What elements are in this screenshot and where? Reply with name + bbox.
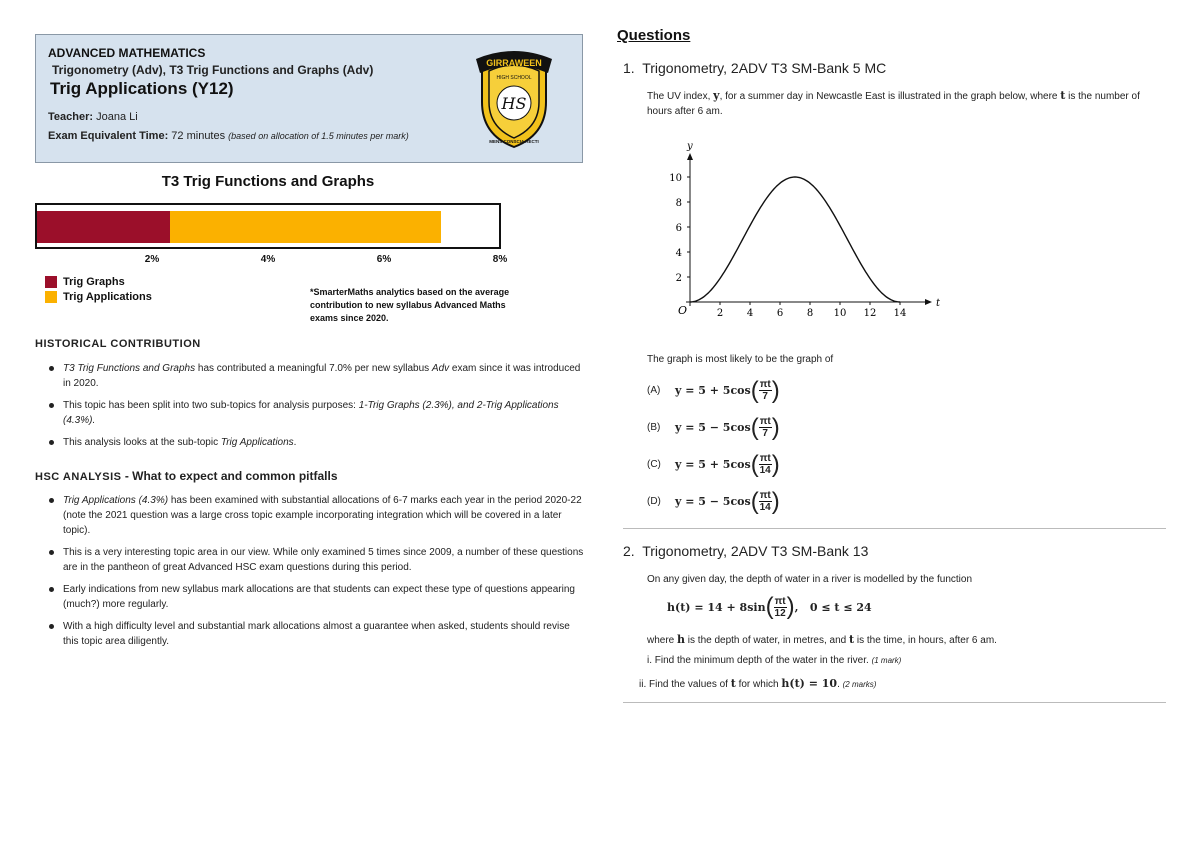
list-item: Early indications from new syllabus mark allocations are that students can expect these type of questions appearing (much?) more regularly. (35, 582, 587, 612)
y-tick-label: 2 (675, 273, 682, 284)
y-axis-label: y (687, 141, 693, 152)
legend-swatch-trig-applications (45, 291, 57, 303)
x-tick-label: 14 (893, 308, 907, 319)
questions-heading: Questions (617, 27, 691, 44)
y-tick-label: 4 (675, 248, 682, 259)
hsc-heading: HSC ANALYSIS - What to expect and common pitfalls (35, 469, 338, 483)
crest-monogram: HS (501, 94, 527, 113)
question-1-title: 1. Trigonometry, 2ADV T3 SM-Bank 5 MC (623, 60, 887, 76)
bar-tick-label: 4% (260, 254, 276, 265)
question-2-title: 2. Trigonometry, 2ADV T3 SM-Bank 13 (623, 543, 869, 559)
header-box (35, 34, 583, 163)
legend-label-trig-applications: Trig Applications (63, 291, 152, 303)
option-b[interactable]: (B) y = 5 − 5cos ( $\frac{\pi t}{7}$ ) (647, 413, 780, 441)
legend-label-trig-graphs: Trig Graphs (63, 276, 125, 288)
page-title: Trig Applications (Y12) (50, 79, 234, 98)
bar-tick-label: 2% (144, 254, 160, 265)
question-2-where: where h is the depth of water, in metres, and t is the time, in hours, after 6 am. (647, 633, 997, 646)
option-a[interactable]: (A) y = 5 + 5cos ( $\frac{\pi t}{7}$ ) (647, 376, 780, 404)
question-1-options (647, 372, 780, 520)
list-item: With a high difficulty level and substantial mark allocations almost a guarantee when asked, students should revise this topic area diligently. (35, 619, 587, 649)
question-2-part-ii: ii. Find the values of t for which h(t) = 10. (2 marks) (639, 677, 877, 690)
bar-segment-trig-applications (170, 211, 441, 243)
historical-list (35, 361, 587, 457)
exam-time-value: 72 minutes (171, 130, 226, 142)
divider (623, 528, 1166, 529)
list-item: T3 Trig Functions and Graphs has contributed a meaningful 7.0% per new syllabus Adv exam since it was introduced in 2020. (35, 361, 587, 391)
topic-label: Trigonometry (Adv), T3 Trig Functions and Graphs (Adv) (52, 63, 374, 77)
y-tick-label: 6 (675, 223, 682, 234)
question-2-function: h(t) = 14 + 8sin ( $\frac{\pi t}{12}$ ) , 0 ≤ t ≤ 24 (667, 593, 872, 620)
x-tick-label: 10 (833, 308, 847, 319)
question-1-stem: The UV index, y, for a summer day in Newcastle East is illustrated in the graph below, where t is the number of hours after 6 am. (647, 89, 1140, 117)
historical-heading: HISTORICAL CONTRIBUTION (35, 338, 201, 350)
exam-time-note: (based on allocation of 1.5 minutes per mark) (228, 131, 409, 141)
teacher-line (48, 111, 138, 123)
crest-name: GIRRAWEEN (486, 58, 542, 68)
list-item: Trig Applications (4.3%) has been examined with substantial allocations of 6-7 marks each year in the period 2020-22 (note the 2021 question was a large cross topic example incorporating integration which will be covered in a later topic). (35, 493, 587, 538)
y-axis-arrow (687, 153, 693, 160)
analytics-title: T3 Trig Functions and Graphs (161, 173, 375, 190)
bar-segment-trig-graphs (37, 211, 170, 243)
legend-swatch-trig-graphs (45, 276, 57, 288)
teacher-label: Teacher: (48, 111, 94, 123)
bar-tick-label: 8% (492, 254, 508, 265)
exam-time-line (48, 130, 409, 142)
list-item: This topic has been split into two sub-topics for analysis purposes: 1-Trig Graphs (2.3%), and 2-Trig Applications (4.3%). (35, 398, 587, 428)
list-item: This is a very interesting topic area in our view. While only examined 5 times since 2009, a number of these questions are in the pantheon of great Advanced HSC exam questions during this period. (35, 545, 587, 575)
crest-subtext: HIGH SCHOOL (496, 75, 532, 81)
option-c[interactable]: (C) y = 5 + 5cos ( $\frac{\pi t}{14}$ ) (647, 450, 780, 478)
x-tick-label: 8 (806, 308, 814, 319)
exam-time-label: Exam Equivalent Time: (48, 130, 169, 142)
question-2-part-i: i. Find the minimum depth of the water in the river. (1 mark) (647, 655, 902, 666)
divider (623, 702, 1166, 703)
list-item: This analysis looks at the sub-topic Trig Applications. (35, 435, 587, 450)
teacher-name: Joana Li (96, 111, 138, 123)
uv-index-graph (660, 135, 950, 320)
analytics-note: *SmarterMaths analytics based on the average contribution to new syllabus Advanced Maths exams since 2020. (310, 287, 510, 323)
x-axis-arrow (925, 299, 932, 305)
origin-label: O (678, 304, 688, 317)
series-line (690, 177, 900, 302)
option-d[interactable]: (D) y = 5 − 5cos ( $\frac{\pi t}{14}$ ) (647, 487, 780, 515)
subject-label: ADVANCED MATHEMATICS (48, 46, 206, 60)
x-tick-label: 6 (776, 308, 784, 319)
crest-motto: MENS CONSCIA RECTI (489, 139, 539, 144)
question-1-prompt: The graph is most likely to be the graph of (647, 354, 834, 365)
bar-tick-label: 6% (376, 254, 392, 265)
y-tick-label: 8 (675, 198, 682, 209)
school-crest-logo (474, 47, 554, 152)
x-tick-label: 2 (716, 308, 724, 319)
contribution-bar (35, 203, 501, 249)
hsc-list (35, 493, 587, 656)
x-tick-label: 4 (746, 308, 754, 319)
question-2-stem: On any given day, the depth of water in a river is modelled by the function (647, 574, 972, 585)
y-tick-label: 10 (669, 173, 682, 184)
x-tick-label: 12 (863, 308, 877, 319)
x-axis-label: t (936, 298, 941, 309)
